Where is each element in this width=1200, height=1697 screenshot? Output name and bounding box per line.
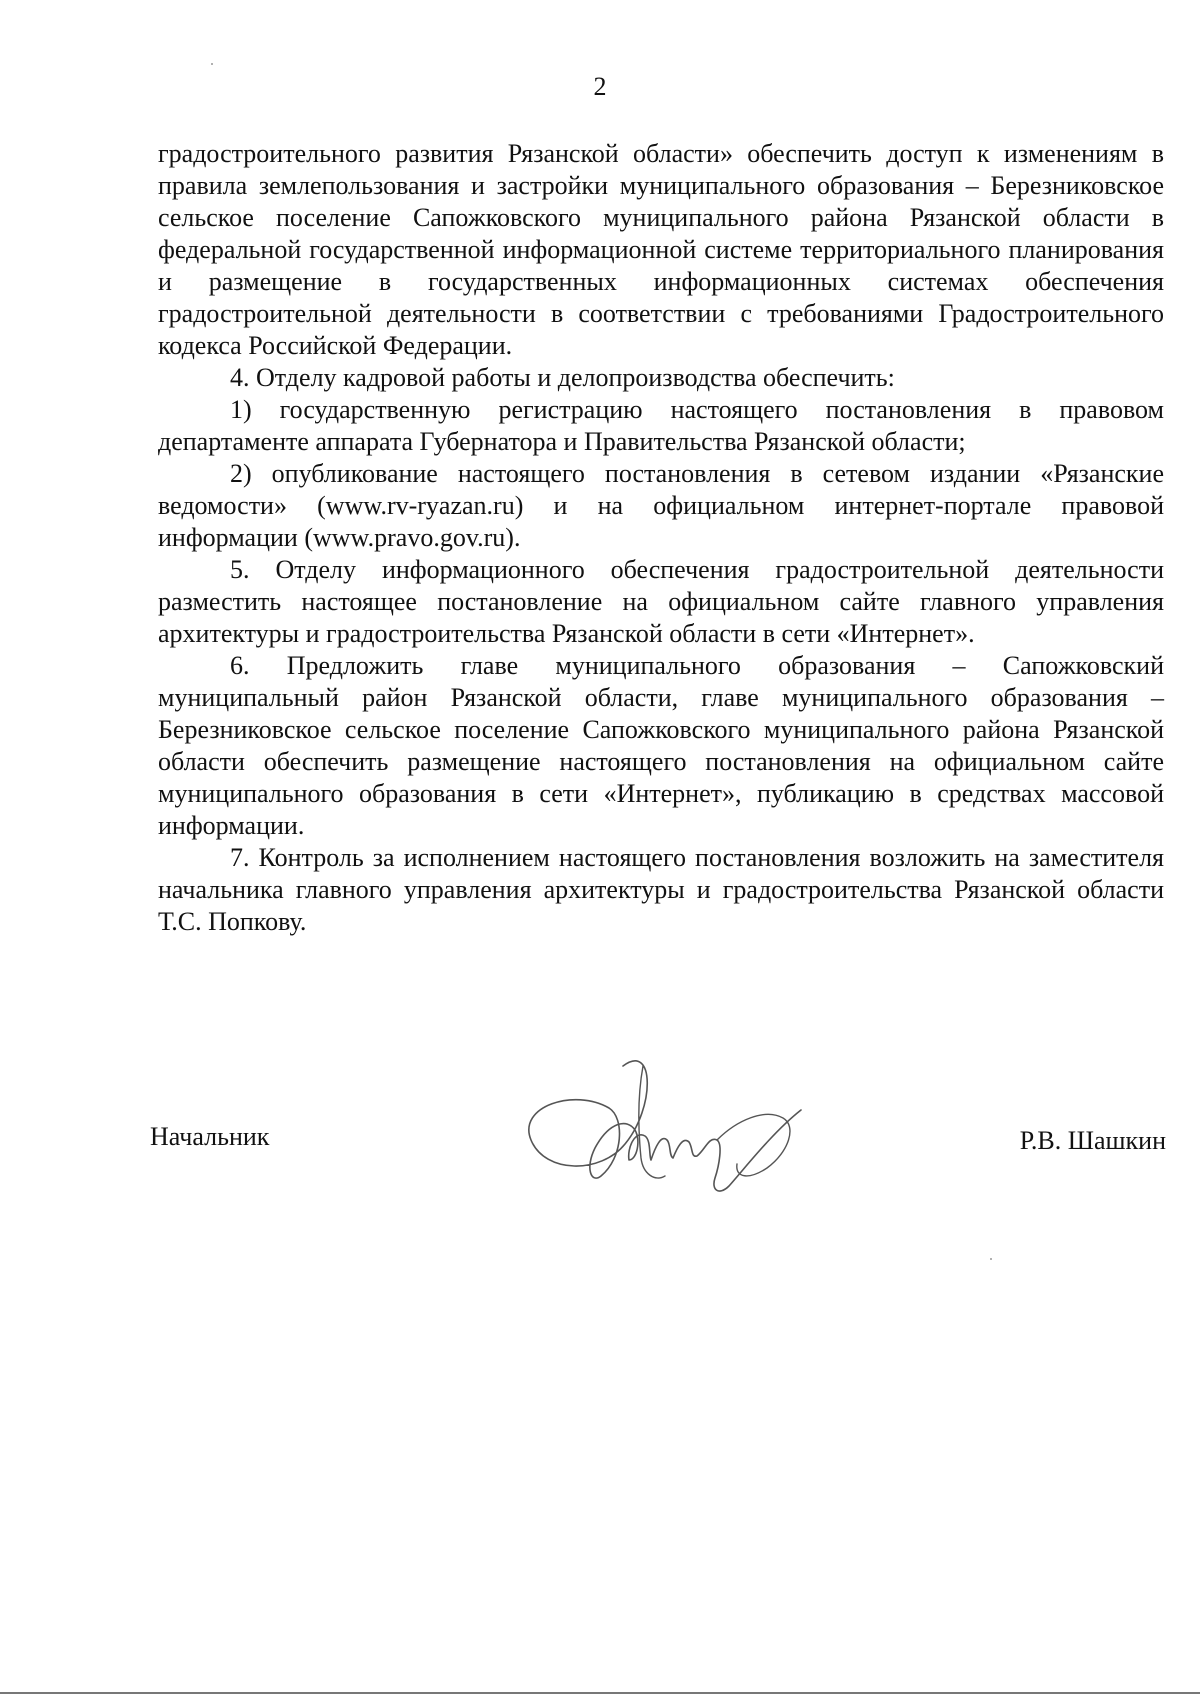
paragraph-continuation: градостроительного развития Рязанской области» обеспечить доступ к изменениям в правила землепользования и застройки муниципального образования – Березниковское сельское поселение Сапожковского муниципального района Рязанской области в федеральной государственной информационной системе территориального планирования и размещение в государственных информационных системах обеспечения градостроительной деятельности в соответствии с требованиями Градостроительного кодекса Российской Федерации. <box>158 139 1164 360</box>
paragraph-subitem-2: 2) опубликование настоящего постановления в сетевом издании «Рязанские ведомости» (www.rv-ryazan.ru) и на официальном интернет-портале правовой информации (www.pravo.gov.ru). <box>158 459 1164 552</box>
paragraph-item-4: 4. Отделу кадровой работы и делопроизводства обеспечить: <box>230 363 895 392</box>
handwritten-signature <box>505 1048 805 1208</box>
paragraph-item-6: 6. Предложить главе муниципального образования – Сапожковский муниципальный район Рязанской области, главе муниципального образования – Березниковское сельское поселение Сапожковского муниципального района Рязанской области обеспечить размещение настоящего постановления на официальном сайте муниципального образования в сети «Интернет», публикацию в средствах массовой информации. <box>158 651 1164 840</box>
page-number: 2 <box>593 72 607 101</box>
scan-speck <box>990 1258 992 1260</box>
document-body <box>158 138 1164 938</box>
paragraph-item-7: 7. Контроль за исполнением настоящего постановления возложить на заместителя начальника главного управления архитектуры и градостроительства Рязанской области Т.С. Попкову. <box>158 843 1164 936</box>
signatory-title: Начальник <box>150 1122 270 1151</box>
signatory-name: Р.В. Шашкин <box>1019 1126 1166 1155</box>
scan-speck <box>211 63 213 65</box>
paragraph-subitem-1: 1) государственную регистрацию настоящего постановления в правовом департаменте аппарата Губернатора и Правительства Рязанской области; <box>158 395 1164 456</box>
scan-edge-line <box>0 1692 1200 1694</box>
signature-block <box>150 1112 1166 1212</box>
paragraph-item-5: 5. Отделу информационного обеспечения градостроительной деятельности разместить настоящее постановление на официальном сайте главного управления архитектуры и градостроительства Рязанской области в сети «Интернет». <box>158 555 1164 648</box>
